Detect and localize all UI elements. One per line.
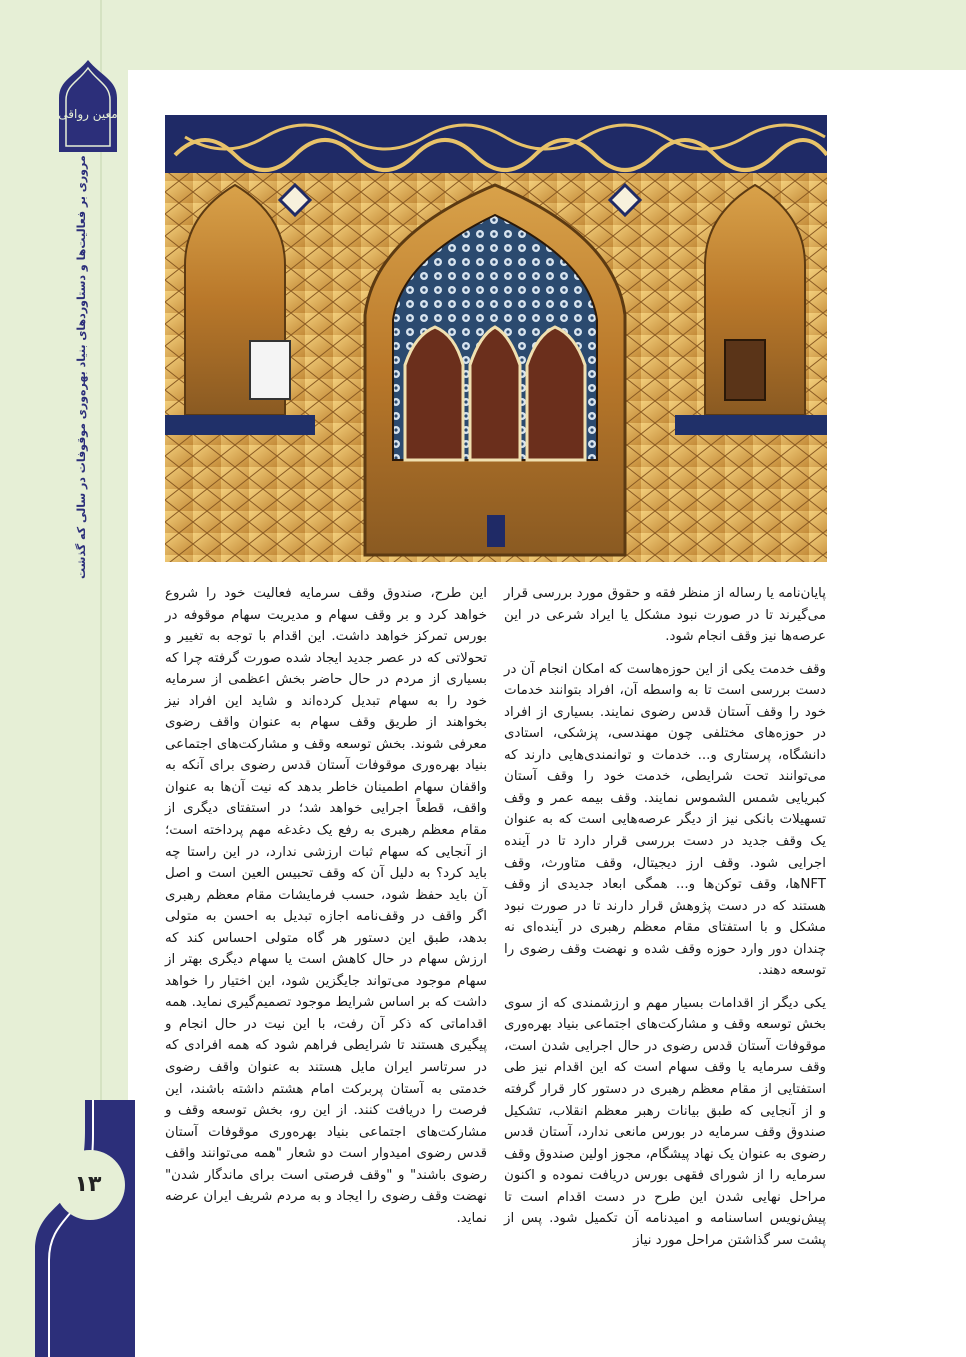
shrine-photo bbox=[165, 115, 827, 562]
running-title: مروری بر فعالیت‌ها و دستاوردهای بنیاد بهره‌وری موقوفات در سالی که گذشت bbox=[75, 155, 88, 579]
page-number: ۱۳ bbox=[74, 1172, 102, 1197]
paragraph: وقف خدمت یکی از این حوزه‌هاست که امکان انجام آن در دست بررسی است تا به واسطه آن، افراد بتوانند خدمات خود را وقف آستان قدس رضوی نمایند. بسیاری از افراد در حوزه‌های مختلفی چون مهندسی، پزشکی، استادی دانشگاه، پرستاری و... خدمات و توانمندی‌هایی دارند که می‌توانند تحت شرایطی، خدمت خود را وقف آستان کبریایی شمس الشموس نمایند. وقف بیمه عمر و وقف تسهیلات بانکی نیز از دیگر عرصه‌هایی است که به عنوان یک وقف جدید در دست بررسی قرار دارد تا در آینده اجرایی شود. وقف ارز دیجیتال، وقف متاورث، وقف NFTها، وقف توکن‌ها و... همگی ابعاد جدیدی از وقف هستند که در دست پژوهش قرار دارند تا در صورت نبود مشکل و با استفتای مقام معظم رهبری در آینده‌ای نه چندان دور وارد حوزه وقف شده و نهضت وقف رضوی را توسعه دهند. bbox=[504, 661, 826, 979]
emblem-text: معین رواقی bbox=[58, 107, 118, 121]
paragraph: این طرح، صندوق وقف سرمایه فعالیت خود را شروع خواهد کرد و بر وقف سهام و مدیریت سهام موقوفه در بورس تمرکز خواهد داشت. این اقدام با توجه به تغییر و تحولاتی که در عصر جدید ایجاد شده صورت گرفته چرا که بسیاری از مردم در حال حاضر بخش اعظمی از سرمایه خود را به سهام تبدیل کرده‌اند و شاید این افراد نیز بخواهند از طریق وقف سهام به عنوان واقف رضوی معرفی شوند. بخش توسعه وقف و مشارکت‌های اجتماعی بنیاد بهره‌وری موقوفات آستان قدس رضوی برای آنکه به واقفان سهام اطمینان خاطر بدهد که نیت آن‌ها به عنوان واقف، قطعاً اجرایی خواهد شد؛ در استفتای دیگری از مقام معظم رهبری به رفع یک دغدغه مهم پرداخته است؛ از آنجایی که سهام ثبات ارزشی ندارد، در این راستا چه باید کرد؟ به دلیل آن که وقف تحبیس العین است و اصل آن باید حفظ شود، حسب فرمایشات مقام معظم رهبری اگر واقف در وقف‌نامه اجازه تبدیل به احسن به متولی بدهد، طبق این دستور هر گاه متولی احساس کند که ارزش سهام در حال کاهش است یا سهام دیگری بهتر از سهام موجود می‌تواند جایگزین شود، این اختیار را خواهد داشت که بر اساس شرایط موجود تصمیم‌گیری نماید. همه اقداماتی که ذکر آن رفت، با این نیت در حال انجام و پیگیری هستند تا شرایطی فراهم شود که همه افرادی که در سرتاسر ایران مایل هستند به عنوان واقف رضوی خدمتی به آستان پربرکت امام هشتم داشته باشند، این فرصت را دریافت کنند. از این رو، بخش توسعه وقف و مشارکت‌های اجتماعی بنیاد بهره‌وری موقوفات آستان قدس رضوی امیدوار است دو شعار "همه می‌توانند واقف رضوی باشند" و "وقف فرصتی است برای ماندگار شدن" نهضت وقف رضوی را ایجاد و به مردم شریف ایران عرضه نماید. bbox=[165, 586, 487, 1226]
page-tab bbox=[35, 1100, 135, 1357]
emblem-logo-icon bbox=[55, 58, 121, 154]
paragraph: پایان‌نامه یا رساله از منظر فقه و حقوق مورد بررسی قرار می‌گیرند تا در صورت نبود مشکل یا ایراد شرعی در این عرصه‌ها نیز وقف انجام شود. bbox=[504, 586, 826, 645]
top-band bbox=[128, 0, 966, 70]
right-text-column bbox=[504, 583, 826, 1251]
paragraph: یکی دیگر از اقدامات بسیار مهم و ارزشمندی که از سوی بخش توسعه وقف و مشارکت‌های اجتماعی بنیاد بهره‌وری موقوفات آستان قدس رضوی در حال اجرایی شدن است، وقف سرمایه یا وقف سهام است که این اقدام نیز طی استفتایی از مقام معظم رهبری در دستور کار قرار گرفته و از آنجایی که طبق بیانات رهبر معظم انقلاب، تشکیل صندوق وقف سرمایه در بورس مانعی ندارد، آستان قدس رضوی به عنوان یک نهاد پیشگام، مجوز اولین صندوق وقف سرمایه را از شورای فقهی بورس دریافت نموده و اکنون مراحل نهایی شدن این طرح در دست اقدام است تا پیش‌نویس اساسنامه و امیدنامه آن تکمیل شود. پس از پشت سر گذاشتن مراحل مورد نیاز bbox=[504, 995, 826, 1248]
left-text-column bbox=[165, 583, 487, 1229]
